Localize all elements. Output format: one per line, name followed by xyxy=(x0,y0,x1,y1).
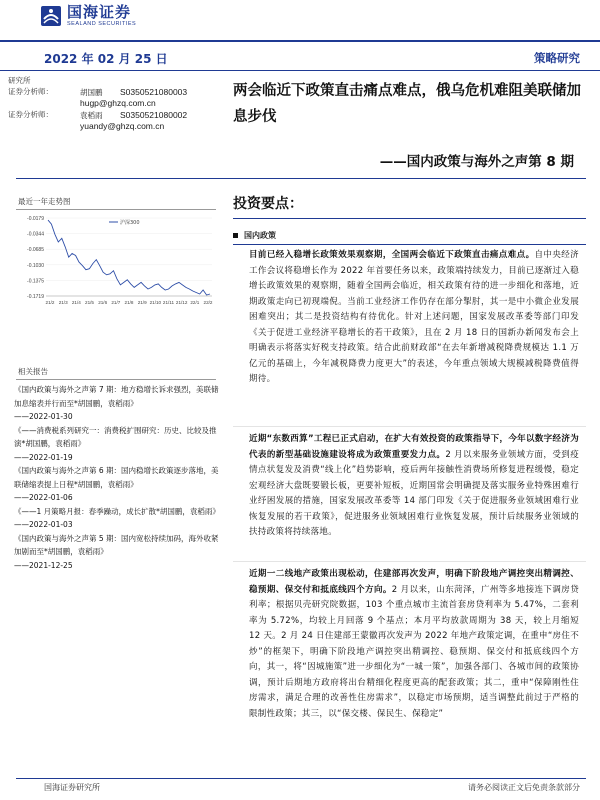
related-report-item[interactable] xyxy=(14,464,220,505)
index-trend-chart xyxy=(14,210,219,314)
chart-y-tick-label: -0.1719 xyxy=(27,294,44,300)
paragraph-body: 2 月以来服务业领域方面，受到疫情点状复发及消费“线上化”趋势影响，疫后两年接触性消费场所修复进程缓慢，稳定宏观经济大盘既要锻长板，更要补短板，近期国常会明确提及落实服务业特殊困难行业纾困发展的措施，国家发展改革委等 14 部门印发《关于促进服务业领域困难行业恢复发展的若干政策》，促进服务业领域困难行业恢复发展，预计后续服务业领域的扶持政策将持续落地。 xyxy=(249,449,579,537)
paragraph-body: 自中央经济工作会议将稳增长作为 2022 年首要任务以来，政策端持续发力，目前已逐渐过入稳增长政策效果的观察期，随着全国两会临近，相关政策有待的进一步细化和落地，近期政策走向已初现端倪。当前工业经济工作仍存在部分掣肘，其一是中小微企业发展困难突出；其二是投资结构有待优化。针对上述问题，国家发展改革委等部门印发《关于促进工业经济平稳增长的若干政策》，且在 2 月 18 日的国新办新闻发布会上明确表示将落实好税支持政策。结合此前财政部“在去年新增减税降费规模达 1.1 万亿元的基础上，今年减税降费力度更大”的表述，今年重点领域大规模减税降费值得期待。 xyxy=(249,250,579,384)
paragraph-lead: 近期一二线地产政策出现松动，住建部再次发声，明确下阶段地产调控突出精调控、稳预期、保交付和抵底线四个方向。 xyxy=(249,569,579,595)
related-report-item[interactable] xyxy=(14,424,220,465)
chart-x-tick-label: 22/2 xyxy=(203,300,213,305)
report-subtitle: ——国内政策与海外之声第 8 期 xyxy=(379,154,574,170)
footer-rule xyxy=(16,778,586,779)
related-reports-label: 相关报告 xyxy=(18,367,48,376)
chart-x-tick-label: 21/8 xyxy=(124,300,134,305)
body-paragraph xyxy=(249,248,579,388)
related-report-title: 《国内政策与海外之声第 6 期：国内稳增长政策逐步落地，美联储缩表提上日程*胡国鹏，袁稻雨》 xyxy=(14,466,219,489)
section-heading xyxy=(233,230,276,241)
related-report-item[interactable] xyxy=(14,505,220,532)
chart-x-tick-label: 21/2 xyxy=(45,300,55,305)
related-reports-list xyxy=(14,383,220,572)
logo-chinese-name: 国海证券 xyxy=(67,3,132,21)
chart-x-tick-label: 21/12 xyxy=(175,300,188,305)
chart-y-tick-label: -0.1375 xyxy=(27,278,44,285)
chart-x-tick-label: 21/11 xyxy=(162,300,175,305)
chart-label: 最近一年走势图 xyxy=(18,197,71,206)
related-report-title: 《国内政策与海外之声第 7 期：地方稳增长诉求强烈，美联储加息缩表并行而至*胡国鹏，袁稻雨》 xyxy=(14,385,219,408)
chart-x-tick-label: 22/1 xyxy=(190,300,200,305)
chart-x-tick-label: 21/4 xyxy=(71,300,81,305)
related-report-date: ——2022-01-30 xyxy=(14,412,73,421)
related-report-title: 《——消费税系列研究一：消费税扩围研究：历史、比较及推演*胡国鹏，袁稻雨》 xyxy=(14,425,217,448)
footer-disclaimer[interactable]: 请务必阅读正文后免责条款部分 xyxy=(468,783,580,792)
chart-series-line-hs300 xyxy=(48,220,210,295)
analyst-name: 袁稻雨 xyxy=(80,110,103,120)
key-points-rule xyxy=(233,218,586,219)
title-rule xyxy=(16,178,586,179)
sealand-logo-icon xyxy=(40,5,62,27)
chart-y-tick-label: -0.0685 xyxy=(27,247,44,254)
chart-y-tick-label: -0.1030 xyxy=(27,262,44,269)
chart-x-tick-label: 21/5 xyxy=(85,300,94,305)
chart-x-tick-label: 21/3 xyxy=(58,300,68,305)
chart-legend-label: 沪深300 xyxy=(120,220,140,226)
footer-institute: 国海证券研究所 xyxy=(44,783,100,792)
logo-english-name: SEALAND SECURITIES xyxy=(67,21,137,27)
analyst-entry xyxy=(8,110,223,133)
square-bullet-icon xyxy=(233,233,238,238)
analyst-role: 证券分析师： xyxy=(8,86,53,96)
related-report-date: ——2022-01-03 xyxy=(14,520,73,529)
analyst-block xyxy=(8,76,223,133)
related-rule xyxy=(16,379,216,380)
key-points-heading: 投资要点： xyxy=(233,196,303,212)
chart-y-tick-label: -0.0179 xyxy=(27,216,44,222)
analyst-cert: S0350521080002 xyxy=(120,109,188,120)
analyst-role: 证券分析师： xyxy=(8,109,53,119)
header-rule-bottom xyxy=(0,70,600,71)
report-date: 2022 年 02 月 25 日 xyxy=(44,52,168,66)
chart-x-tick-label: 21/6 xyxy=(98,300,108,305)
related-report-date: ——2022-01-19 xyxy=(14,452,73,462)
analyst-entry xyxy=(8,87,223,110)
related-report-item[interactable] xyxy=(14,532,220,573)
report-title: 两会临近下政策直击痛点难点，俄乌危机难阻美联储加息步伐 xyxy=(233,83,581,125)
analyst-cert: S0350521080003 xyxy=(120,86,188,97)
analyst-email: yuandy@ghzq.com.cn xyxy=(80,121,165,131)
section-title: 国内政策 xyxy=(244,231,276,240)
related-report-date: ——2021-12-25 xyxy=(14,560,73,570)
body-paragraph xyxy=(249,432,579,541)
header-rule xyxy=(0,40,600,42)
chart-y-tick-label: -0.0344 xyxy=(27,231,44,238)
related-report-title: 《国内政策与海外之声第 5 期：国内宽松持续加码，海外收紧加剧而至*胡国鹏，袁稻雨》 xyxy=(14,533,219,556)
paragraph-lead: 近期“东数西算”工程已正式启动，在扩大有效投资的政策指导下，今年以数字经济为代表的新型基础设施建设将成为政策重要发力点。 xyxy=(249,434,579,460)
section-rule xyxy=(233,244,586,245)
report-type: 策略研究 xyxy=(534,51,580,65)
paragraph-divider xyxy=(233,561,586,562)
paragraph-body: 2 月以来，山东菏泽，广州等多地接连下调房贷利率；根据贝壳研究院数据，103 个重点城市主流首套房贷利率为 5.47%，二套利率为 5.72%，均较上月回落 9 个基点；本月平均放款周期为 38 天，较上月缩短 12 天。2 月 24 日住建部王蒙徽再次发声为 2022 年地产政策定调，在重申“房住不炒”的框架下，明确下阶段地产调控突出精调控、稳预期、保交付和抵底线四个方向，其一，将“因城施策”进一步细化为“一城一策”，加强各部门、各城市间的政策协调，预计后期地方政府将出台精细化程度更高的配套政策；其二，重申“保障刚性住房需求，满足合理的改善性住房需求”，以稳定市场预期，适当调整此前过于严格的限制性政策；其三，以“保交楼、保民生、保稳定” xyxy=(249,584,579,719)
institute-label: 研究所 xyxy=(8,76,31,85)
analyst-email: hugp@ghzq.com.cn xyxy=(80,98,156,108)
related-report-date: ——2022-01-06 xyxy=(14,493,73,502)
paragraph-divider xyxy=(233,426,586,427)
company-logo xyxy=(40,4,136,28)
chart-x-tick-label: 21/10 xyxy=(149,300,162,305)
body-paragraph xyxy=(249,567,579,722)
paragraph-lead: 目前已经入稳增长政策效果观察期，全国两会临近下政策直击痛点难点。 xyxy=(249,250,535,260)
related-report-title: 《——1 月策略月报：春季躁动，成长扩散*胡国鹏，袁稻雨》 xyxy=(14,506,220,516)
analyst-name: 胡国鹏 xyxy=(80,87,103,97)
chart-x-tick-label: 21/7 xyxy=(111,300,121,305)
related-report-item[interactable] xyxy=(14,383,220,424)
chart-x-tick-label: 21/9 xyxy=(137,300,147,305)
